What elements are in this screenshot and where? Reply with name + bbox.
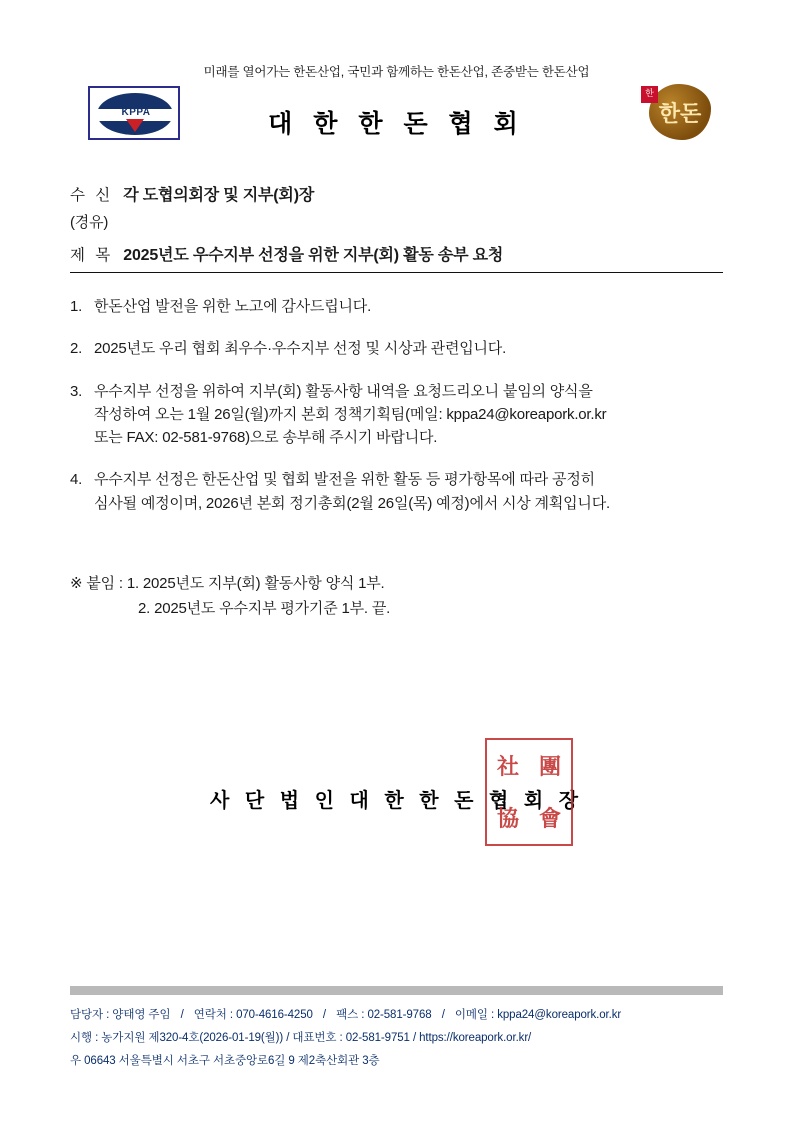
signature-area (70, 732, 723, 852)
subject-row (70, 242, 723, 265)
seal-char: 協 (496, 806, 519, 833)
official-seal-icon (485, 738, 573, 846)
footer-issue-line: 시행 : 농가지원 제320-4호(2026-01-19(월)) / 대표번호 : 02-581-9751 / https://koreapork.or.kr/ (70, 1032, 532, 1044)
body-paragraph (70, 380, 723, 450)
handon-brand-icon (641, 82, 713, 144)
brand-logo-label: 한돈 (658, 100, 702, 127)
body-paragraph (70, 468, 723, 515)
paragraph-line: 작성하여 오는 1월 26일(월)까지 본회 정책기획팀(메일: kppa24@koreapork.or.kr (94, 405, 607, 423)
footer-fax: 팩스 : 02-581-9768 (336, 1009, 432, 1021)
paragraph-text (94, 295, 723, 318)
attachment-block (70, 571, 723, 622)
paragraph-number: 2. (70, 340, 83, 358)
footer-separator: / (180, 1009, 184, 1021)
signature-text: 사 단 법 인 대 한 한 돈 협 회 장 (209, 789, 584, 812)
seal-char: 團 (538, 754, 561, 781)
paragraph-text (94, 337, 723, 360)
paragraph-number: 1. (70, 298, 83, 315)
kppa-logo-label: KPPA (121, 107, 151, 118)
logo-triangle-shape (126, 119, 144, 132)
recipient-value: 각 도협의회장 및 지부(회)장 (123, 187, 315, 204)
paragraph-text (94, 380, 723, 450)
brand-badge-icon: 한 (641, 86, 658, 103)
attachment-line-2: 2. 2025년도 우수지부 평가기준 1부. 끝. (138, 600, 391, 618)
subject-label: 제 목 (70, 247, 114, 264)
paragraph-number: 4. (70, 471, 83, 489)
footer-manager: 담당자 : 양태영 주임 (70, 1009, 171, 1021)
subject-value: 2025년도 우수지부 선정을 위한 지부(회) 활동 송부 요청 (123, 247, 504, 264)
document-footer (70, 986, 723, 1073)
document-body (70, 295, 723, 515)
footer-divider (70, 986, 723, 995)
paragraph-line: 우수지부 선정을 위하여 지부(회) 활동사항 내역을 요청드리오니 붙임의 양식을 (94, 382, 593, 400)
header-slogan: 미래를 열어가는 한돈산업, 국민과 함께하는 한돈산업, 존중받는 한돈산업 (203, 65, 590, 79)
footer-separator: / (441, 1009, 445, 1021)
footer-contact: 연락처 : 070-4616-4250 (193, 1009, 313, 1021)
recipient-label: 수 신 (70, 187, 114, 204)
body-paragraph (70, 295, 723, 318)
via-line: (경유) (70, 214, 109, 231)
footer-separator: / (322, 1009, 327, 1021)
seal-char: 社 (496, 754, 519, 781)
paragraph-line: 한돈산업 발전을 위한 노고에 감사드립니다. (94, 298, 372, 315)
paragraph-line: 우수지부 선정은 한돈산업 및 협회 발전을 위한 활동 등 평가항목에 따라 공정히 (94, 471, 595, 489)
recipient-block (70, 182, 723, 273)
kppa-logo-icon (88, 86, 180, 140)
organization-title: 대 한 한 돈 협 회 (268, 110, 525, 138)
paragraph-text (94, 468, 723, 515)
footer-email: 이메일 : kppa24@koreapork.or.kr (454, 1009, 622, 1021)
footer-address-line: 우 06643 서울특별시 서초구 서초중앙로6길 9 제2축산회관 3층 (70, 1055, 380, 1067)
seal-char: 會 (538, 806, 561, 833)
document-header (70, 86, 723, 156)
paragraph-line: 2025년도 우리 협회 최우수·우수지부 선정 및 시상과 관련입니다. (94, 340, 507, 358)
paragraph-number: 3. (70, 382, 83, 400)
body-paragraph (70, 337, 723, 360)
recipient-row (70, 182, 723, 205)
header-divider (70, 272, 723, 273)
paragraph-line: 또는 FAX: 02-581-9768)으로 송부해 주시기 바랍니다. (94, 429, 438, 446)
attachment-line-1: ※ 붙임 : 1. 2025년도 지부(회) 활동사항 양식 1부. (70, 574, 385, 592)
paragraph-line: 심사될 예정이며, 2026년 본회 정기총회(2월 26일(목) 예정)에서 시상 계획입니다. (94, 494, 610, 512)
footer-contact-line (70, 1004, 723, 1027)
